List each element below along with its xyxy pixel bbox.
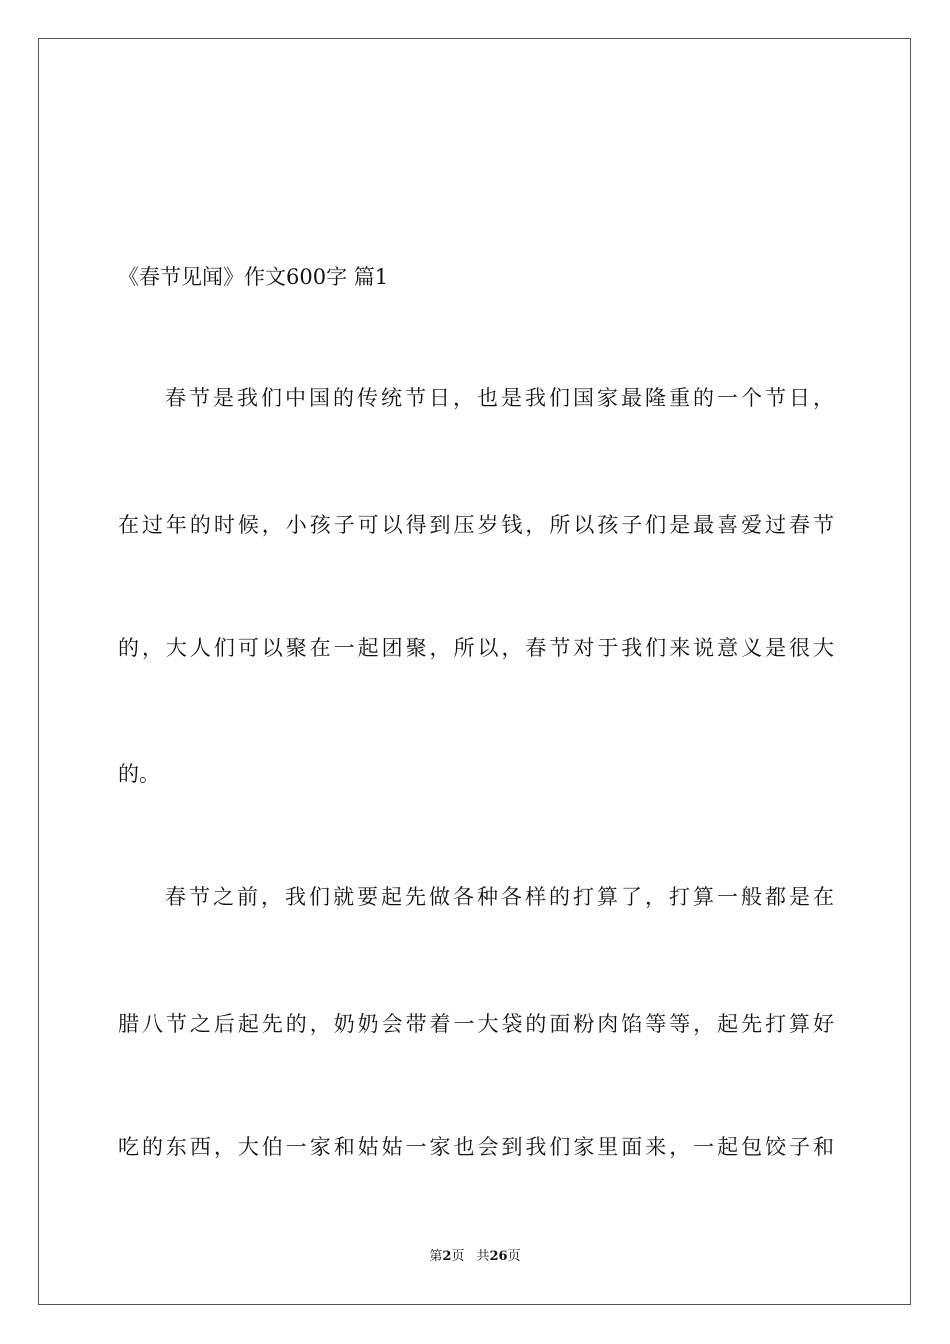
paragraph-line: 春节是我们中国的传统节日，也是我们国家最隆重的一个节日， <box>165 386 834 410</box>
footer-page-prefix: 第 <box>429 1249 443 1264</box>
paragraph-line: 在过年的时候，小孩子可以得到压岁钱，所以孩子们是最喜爱过春节 <box>118 513 834 537</box>
document-title: 《春节见闻》作文600字 篇1 <box>118 265 389 289</box>
paragraph-line: 的，大人们可以聚在一起团聚，所以，春节对于我们来说意义是很大 <box>118 636 834 660</box>
page-border <box>38 38 911 1305</box>
footer-total-suffix: 页 <box>507 1249 521 1264</box>
footer-page-suffix: 页 <box>451 1249 465 1264</box>
paragraph-line: 腊八节之后起先的，奶奶会带着一大袋的面粉肉馅等等，起先打算好 <box>118 1012 834 1036</box>
paragraph-line: 的。 <box>118 762 160 786</box>
paragraph-line: 春节之前，我们就要起先做各种各样的打算了，打算一般都是在 <box>165 885 834 909</box>
footer-total-pages: 26 <box>489 1249 508 1264</box>
footer-total-prefix: 共 <box>476 1249 490 1264</box>
paragraph-line: 吃的东西，大伯一家和姑姑一家也会到我们家里面来，一起包饺子和 <box>118 1135 834 1159</box>
page-footer <box>0 1248 950 1266</box>
footer-page-number: 2 <box>442 1249 452 1264</box>
